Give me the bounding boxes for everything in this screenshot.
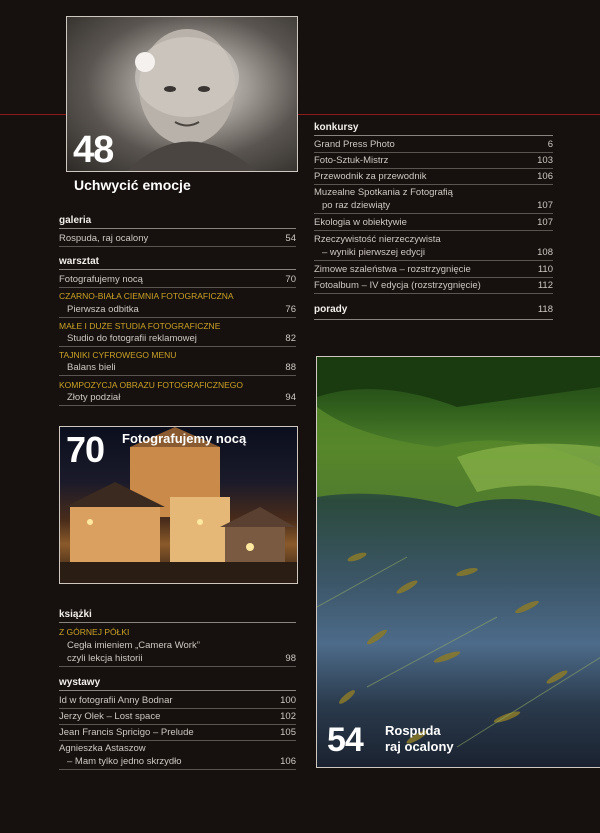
feature-number: 48 <box>73 129 114 171</box>
entry-title-line2: po raz dziewiąty <box>322 200 391 211</box>
entry-title: Przewodnik za przewodnik <box>314 171 427 182</box>
entry-title: Rzeczywistość nierzeczywista <box>314 234 441 245</box>
page-number: 70 <box>285 274 296 285</box>
toc-entry[interactable] <box>59 231 296 247</box>
entry-title: Cegła imieniem „Camera Work” <box>67 640 200 651</box>
toc-entry[interactable] <box>314 169 553 185</box>
section-heading-ksiazki: książki <box>59 609 296 623</box>
category-label: KOMPOZYCJA OBRAZU FOTOGRAFICZNEGO <box>59 380 244 390</box>
entry-title: Foto-Sztuk-Mistrz <box>314 155 389 166</box>
toc-entry[interactable] <box>59 360 296 376</box>
toc-entry[interactable] <box>59 390 296 406</box>
porady-heading: porady <box>314 304 348 315</box>
entry-title: Pierwsza odbitka <box>67 304 139 315</box>
feature-title: Fotografujemy nocą <box>122 431 247 446</box>
page-number: 102 <box>280 711 296 722</box>
river-photo[interactable] <box>316 356 600 768</box>
toc-entry[interactable] <box>59 272 296 288</box>
toc-entry[interactable] <box>59 331 296 347</box>
section-heading-porady[interactable] <box>314 304 553 320</box>
category-label: CZARNO-BIAŁA CIEMNIA FOTOGRAFICZNA <box>59 291 234 301</box>
entry-title-line2: czyli lekcja historii <box>67 653 143 664</box>
page-number: 112 <box>537 280 553 291</box>
toc-entry[interactable] <box>314 185 553 214</box>
entry-title: Agnieszka Astaszow <box>59 743 146 754</box>
entry-title: Id w fotografii Anny Bodnar <box>59 695 173 706</box>
entry-title: Zimowe szaleństwa – rozstrzygnięcie <box>314 264 471 275</box>
section-heading-warsztat: warsztat <box>59 256 296 270</box>
page-number: 107 <box>537 200 553 211</box>
entry-title: Fotoalbum – IV edycja (rozstrzygnięcie) <box>314 280 481 291</box>
category-label: TAJNIKI CYFROWEGO MENU <box>59 350 177 360</box>
page-number: 105 <box>280 727 296 738</box>
entry-title: Fotografujemy nocą <box>59 274 143 285</box>
page-number: 103 <box>537 155 553 166</box>
toc-entry[interactable] <box>59 725 296 741</box>
page-number: 54 <box>285 233 296 244</box>
toc-entry[interactable] <box>314 262 553 278</box>
night-town-photo[interactable] <box>59 426 298 584</box>
page-number: 118 <box>537 304 553 315</box>
toc-entry[interactable] <box>59 638 296 667</box>
page-number: 98 <box>285 653 296 664</box>
page-number: 94 <box>285 392 296 403</box>
entry-title-line2: – Mam tylko jedno skrzydło <box>67 756 182 767</box>
toc-entry[interactable] <box>314 232 553 261</box>
page-number: 76 <box>285 304 296 315</box>
page-number: 88 <box>285 362 296 373</box>
category-label: Z GÓRNEJ PÓŁKI <box>59 627 130 637</box>
feature-title-uchwycic[interactable]: Uchwycić emocje <box>74 177 191 193</box>
entry-title: Grand Press Photo <box>314 139 395 150</box>
section-heading-galeria: galeria <box>59 215 296 229</box>
toc-entry[interactable] <box>314 215 553 231</box>
toc-entry[interactable] <box>59 693 296 709</box>
section-heading-konkursy: konkursy <box>314 122 553 136</box>
entry-title: Jerzy Olek – Lost space <box>59 711 161 722</box>
toc-entry[interactable] <box>59 302 296 318</box>
page-number: 108 <box>537 247 553 258</box>
entry-title-line2: – wyniki pierwszej edycji <box>322 247 425 258</box>
page-number: 106 <box>280 756 296 767</box>
page-number: 110 <box>537 264 553 275</box>
page-number: 100 <box>280 695 296 706</box>
page-number: 6 <box>547 139 553 150</box>
page-number: 106 <box>537 171 553 182</box>
entry-title: Rospuda, raj ocalony <box>59 233 149 244</box>
entry-title: Studio do fotografii reklamowej <box>67 333 197 344</box>
entry-title: Jean Francis Spricigo – Prelude <box>59 727 194 738</box>
page-number: 82 <box>285 333 296 344</box>
section-heading-wystawy: wystawy <box>59 677 296 691</box>
toc-entry[interactable] <box>314 278 553 294</box>
category-label: MAŁE I DUŻE STUDIA FOTOGRAFICZNE <box>59 321 221 331</box>
toc-entry[interactable] <box>314 153 553 169</box>
entry-title: Muzealne Spotkania z Fotografią <box>314 187 453 198</box>
entry-title: Ekologia w obiektywie <box>314 217 407 228</box>
toc-entry[interactable] <box>59 709 296 725</box>
entry-title: Złoty podział <box>67 392 121 403</box>
feature-number: 54 <box>327 721 363 759</box>
portrait-photo[interactable] <box>66 16 298 172</box>
river-illustration <box>317 357 600 767</box>
toc-entry[interactable] <box>59 741 296 770</box>
feature-number: 70 <box>66 429 105 470</box>
feature-title-line1: Rospuda <box>385 723 441 738</box>
entry-title: Balans bieli <box>67 362 116 373</box>
feature-title-line2: raj ocalony <box>385 739 454 754</box>
toc-entry[interactable] <box>314 137 553 153</box>
page-number: 107 <box>537 217 553 228</box>
